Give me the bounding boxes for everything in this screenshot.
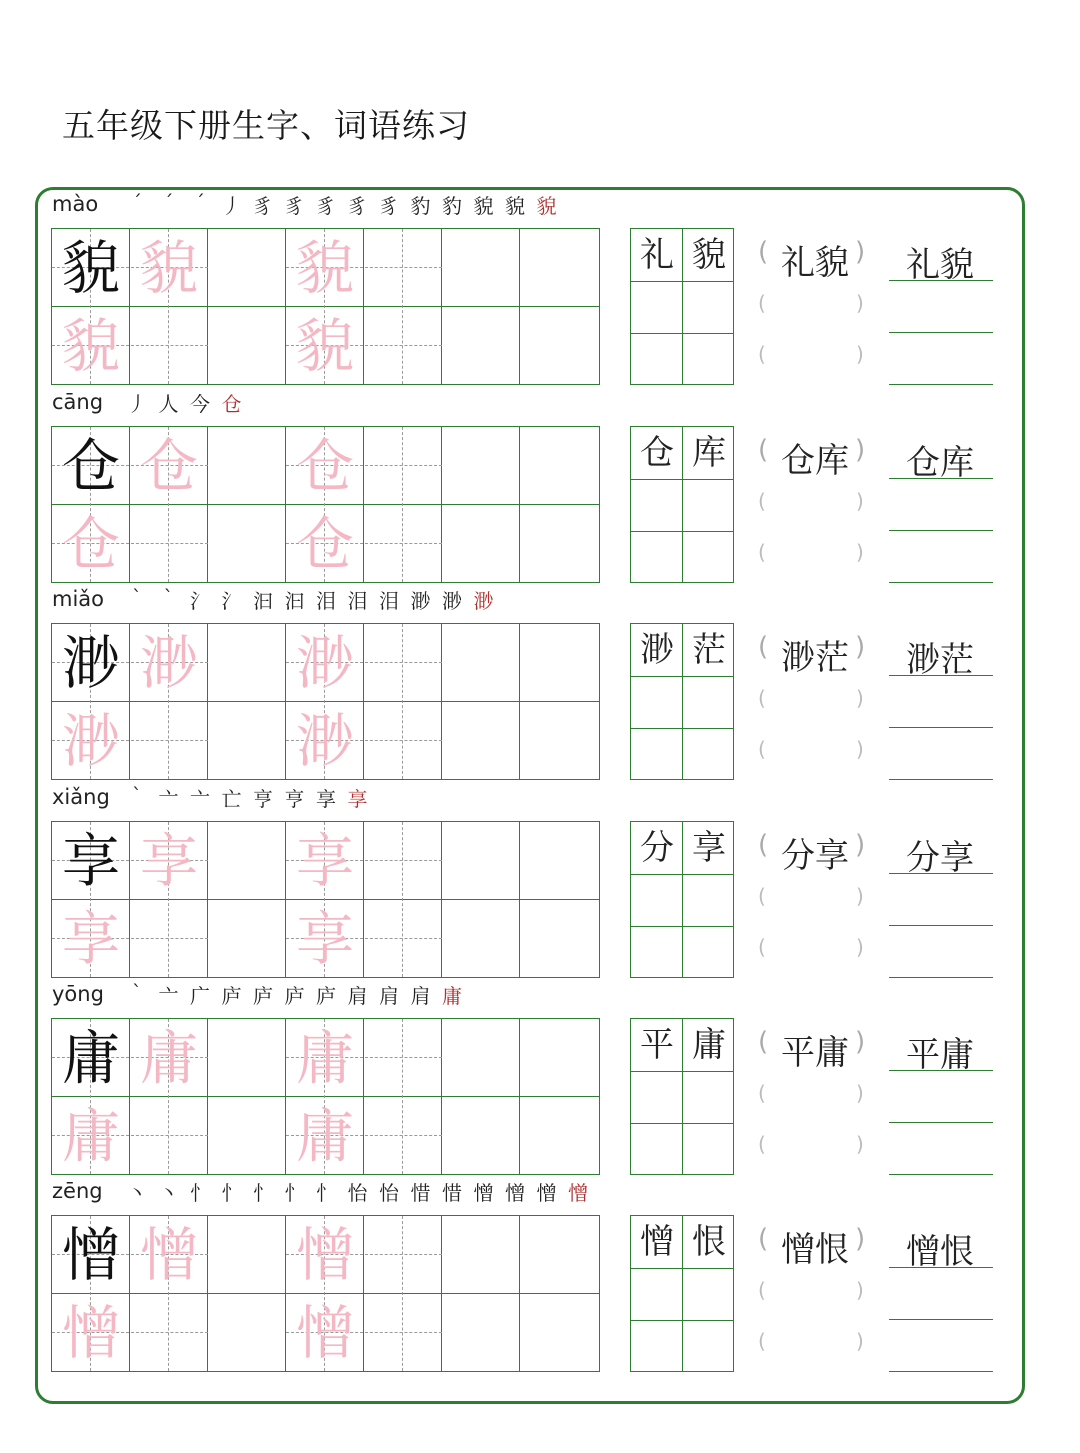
stroke-step: 渺 (442, 589, 462, 613)
writing-grid (51, 1215, 600, 1372)
grid-line (631, 333, 733, 334)
paren-close: ) (856, 737, 864, 761)
paren-word: 平庸 (781, 1033, 849, 1073)
guide-line (402, 427, 403, 582)
paren-close: ) (855, 1027, 866, 1057)
stroke-step: 丿 (127, 392, 147, 416)
underline-word: 憎恨 (906, 1232, 974, 1272)
writing-line[interactable] (889, 1267, 993, 1268)
pinyin-label: mào (52, 192, 99, 216)
writing-line[interactable] (889, 1070, 993, 1071)
paren-word: 分享 (781, 836, 849, 876)
trace-character: 憎 (139, 1221, 198, 1289)
stroke-step: 庐 (284, 984, 305, 1008)
writing-grid (51, 228, 600, 385)
paren-word: 仓库 (781, 441, 849, 481)
grid-line (631, 728, 733, 729)
stroke-step: 丶 (127, 1181, 147, 1205)
stroke-step: 豹 (410, 194, 431, 218)
paren-close: ) (856, 935, 864, 959)
word-character: 分 (640, 828, 674, 868)
word-character: 仓 (640, 433, 674, 473)
grid-line (631, 1123, 733, 1124)
stroke-step: 豸 (347, 194, 368, 218)
paren-open: ( (758, 435, 769, 465)
paren-open: ( (758, 1278, 766, 1302)
trace-character: 貌 (295, 234, 354, 302)
stroke-step: 豸 (253, 194, 273, 218)
underline-word: 分享 (906, 838, 974, 878)
paren-open: ( (758, 686, 766, 710)
word-grid (630, 821, 734, 978)
paren-close: ) (856, 686, 864, 710)
paren-open: ( (758, 1081, 766, 1105)
paren-open: ( (758, 884, 766, 908)
trace-character: 貌 (139, 234, 198, 302)
paren-open: ( (758, 291, 766, 315)
trace-character: 渺 (61, 707, 120, 775)
guide-line (402, 1216, 403, 1371)
word-character: 憎 (640, 1222, 674, 1262)
grid-line (631, 1268, 733, 1269)
paren-close: ) (856, 1132, 864, 1156)
stroke-step: 亨 (284, 787, 305, 811)
paren-word: 渺茫 (781, 638, 849, 678)
trace-character: 仓 (295, 432, 354, 500)
word-character: 库 (692, 433, 726, 473)
writing-line[interactable] (889, 478, 993, 479)
stroke-step: 氵 (221, 589, 242, 613)
word-grid (630, 228, 734, 385)
paren-open: ( (758, 1027, 769, 1057)
writing-line[interactable] (889, 873, 993, 874)
paren-open: ( (758, 1132, 766, 1156)
trace-character: 渺 (295, 707, 354, 775)
guide-line (402, 229, 403, 384)
pinyin-label: xiǎng (52, 785, 110, 809)
stroke-step: 憎 (505, 1181, 525, 1205)
writing-grid (51, 1018, 600, 1175)
grid-line (631, 479, 733, 480)
model-character: 貌 (61, 234, 120, 302)
stroke-step: 广 (190, 984, 210, 1008)
page-title: 五年级下册生字、词语练习 (62, 106, 470, 145)
stroke-step: ` (132, 585, 142, 609)
grid-line (631, 676, 733, 677)
paren-close: ) (856, 291, 864, 315)
guide-line (402, 1019, 403, 1174)
guide-line (402, 822, 403, 977)
stroke-step: 忄 (221, 1181, 242, 1205)
stroke-step: 忄 (253, 1181, 273, 1205)
trace-character: 庸 (61, 1102, 120, 1170)
writing-grid (51, 426, 600, 583)
practice-section (0, 582, 1080, 779)
stroke-step: 怡 (347, 1181, 368, 1205)
stroke-step: 亠 (158, 984, 179, 1008)
stroke-step: 泪 (316, 589, 336, 613)
stroke-step: 惜 (410, 1181, 431, 1205)
stroke-step: 憎 (473, 1181, 494, 1205)
stroke-step: 庸 (442, 984, 462, 1008)
model-character: 庸 (61, 1024, 120, 1092)
grid-line (631, 1071, 733, 1072)
paren-open: ( (758, 237, 769, 267)
stroke-step: 汩 (284, 589, 305, 613)
grid-line (631, 926, 733, 927)
paren-close: ) (856, 1278, 864, 1302)
paren-close: ) (856, 1081, 864, 1105)
writing-line[interactable] (889, 530, 993, 531)
writing-line[interactable] (889, 1371, 993, 1372)
paren-close: ) (856, 1329, 864, 1353)
stroke-step: 肩 (410, 984, 431, 1008)
grid-line (631, 1320, 733, 1321)
stroke-step: 亠 (190, 787, 210, 811)
grid-line (631, 531, 733, 532)
stroke-step: 怡 (379, 1181, 399, 1205)
practice-section (0, 385, 1080, 582)
trace-character: 仓 (61, 510, 120, 578)
writing-line[interactable] (889, 925, 993, 926)
trace-character: 庸 (295, 1024, 354, 1092)
trace-character: 貌 (295, 312, 354, 380)
grid-line (631, 281, 733, 282)
word-character: 恨 (692, 1222, 726, 1262)
word-grid (630, 1018, 734, 1175)
stroke-step: 憎 (536, 1181, 557, 1205)
word-grid (630, 623, 734, 780)
model-character: 仓 (61, 432, 120, 500)
paren-open: ( (758, 1329, 766, 1353)
paren-open: ( (758, 935, 766, 959)
writing-grid (51, 821, 600, 978)
stroke-step: 享 (316, 787, 336, 811)
pinyin-label: miǎo (52, 587, 105, 611)
underline-word: 仓库 (906, 443, 974, 483)
stroke-step: 忄 (190, 1181, 210, 1205)
paren-close: ) (856, 489, 864, 513)
practice-section (0, 1174, 1080, 1371)
stroke-step: 渺 (410, 589, 431, 613)
word-character: 庸 (692, 1025, 726, 1065)
paren-open: ( (758, 737, 766, 761)
trace-character: 仓 (295, 510, 354, 578)
stroke-step: 亨 (253, 787, 273, 811)
paren-close: ) (855, 830, 866, 860)
pinyin-label: yōng (52, 982, 104, 1006)
paren-open: ( (758, 489, 766, 513)
stroke-step: ` (163, 585, 174, 609)
paren-close: ) (855, 237, 866, 267)
stroke-step: 庐 (316, 984, 336, 1008)
stroke-step: 豹 (442, 194, 462, 218)
stroke-step: 貌 (505, 194, 525, 218)
stroke-step: 亠 (158, 787, 179, 811)
trace-character: 憎 (61, 1299, 120, 1367)
trace-character: 享 (295, 827, 354, 895)
pinyin-label: cāng (52, 390, 104, 414)
trace-character: 仓 (139, 432, 198, 500)
trace-character: 渺 (139, 629, 198, 697)
word-character: 貌 (692, 235, 726, 275)
writing-line[interactable] (889, 1122, 993, 1123)
writing-line[interactable] (889, 332, 993, 333)
grid-line (631, 874, 733, 875)
stroke-step: 肩 (379, 984, 399, 1008)
practice-section (0, 977, 1080, 1174)
stroke-step: ` (132, 783, 142, 807)
stroke-step: 氵 (190, 589, 210, 613)
writing-grid (51, 623, 600, 780)
pinyin-label: zēng (52, 1179, 103, 1203)
stroke-step: 貌 (473, 194, 494, 218)
paren-close: ) (855, 1224, 866, 1254)
stroke-step: 忄 (316, 1181, 336, 1205)
underline-word: 渺茫 (906, 640, 974, 680)
stroke-step: 庐 (221, 984, 242, 1008)
word-character: 平 (640, 1025, 674, 1065)
stroke-step: 丿 (221, 194, 242, 218)
paren-open: ( (758, 342, 766, 366)
stroke-step: ´ (163, 190, 174, 214)
model-character: 渺 (61, 629, 120, 697)
stroke-step: 享 (347, 787, 368, 811)
paren-open: ( (758, 830, 769, 860)
trace-character: 享 (139, 827, 198, 895)
stroke-step: ´ (195, 190, 205, 214)
paren-open: ( (758, 1224, 769, 1254)
trace-character: 享 (295, 905, 354, 973)
word-grid (630, 1215, 734, 1372)
writing-line[interactable] (889, 280, 993, 281)
model-character: 享 (61, 827, 120, 895)
paren-close: ) (855, 435, 866, 465)
practice-section (0, 780, 1080, 977)
stroke-step: 汩 (253, 589, 273, 613)
guide-line (402, 624, 403, 779)
stroke-step: 肩 (347, 984, 368, 1008)
paren-close: ) (856, 884, 864, 908)
paren-close: ) (856, 342, 864, 366)
stroke-step: ` (132, 980, 142, 1004)
paren-close: ) (855, 632, 866, 662)
underline-word: 礼貌 (906, 245, 974, 285)
word-character: 茫 (692, 630, 726, 670)
trace-character: 享 (61, 905, 120, 973)
stroke-step: 惜 (442, 1181, 462, 1205)
paren-close: ) (856, 540, 864, 564)
stroke-step: 泪 (379, 589, 399, 613)
stroke-step: 豸 (379, 194, 399, 218)
stroke-step: 庐 (253, 984, 273, 1008)
stroke-step: 忄 (284, 1181, 305, 1205)
stroke-step: 渺 (473, 589, 494, 613)
paren-word: 憎恨 (781, 1230, 849, 1270)
paren-open: ( (758, 540, 766, 564)
stroke-step: ´ (132, 190, 142, 214)
stroke-step: 憎 (568, 1181, 588, 1205)
writing-line[interactable] (889, 675, 993, 676)
word-grid (630, 426, 734, 583)
trace-character: 憎 (295, 1299, 354, 1367)
stroke-step: 貌 (536, 194, 557, 218)
stroke-step: 泪 (347, 589, 368, 613)
paren-open: ( (758, 632, 769, 662)
paren-word: 礼貌 (781, 243, 849, 283)
stroke-step: 亡 (221, 787, 242, 811)
writing-line[interactable] (889, 1319, 993, 1320)
practice-section (0, 187, 1080, 384)
underline-word: 平庸 (906, 1035, 974, 1075)
trace-character: 庸 (139, 1024, 198, 1092)
trace-character: 憎 (295, 1221, 354, 1289)
trace-character: 貌 (61, 312, 120, 380)
writing-line[interactable] (889, 727, 993, 728)
stroke-step: 仓 (221, 392, 242, 416)
trace-character: 庸 (295, 1102, 354, 1170)
word-character: 渺 (640, 630, 674, 670)
stroke-step: 豸 (284, 194, 305, 218)
stroke-step: 豸 (316, 194, 336, 218)
stroke-step: 人 (158, 392, 179, 416)
word-character: 享 (692, 828, 726, 868)
stroke-step: 今 (190, 392, 210, 416)
word-character: 礼 (640, 235, 674, 275)
model-character: 憎 (61, 1221, 120, 1289)
stroke-step: 丶 (158, 1181, 179, 1205)
trace-character: 渺 (295, 629, 354, 697)
